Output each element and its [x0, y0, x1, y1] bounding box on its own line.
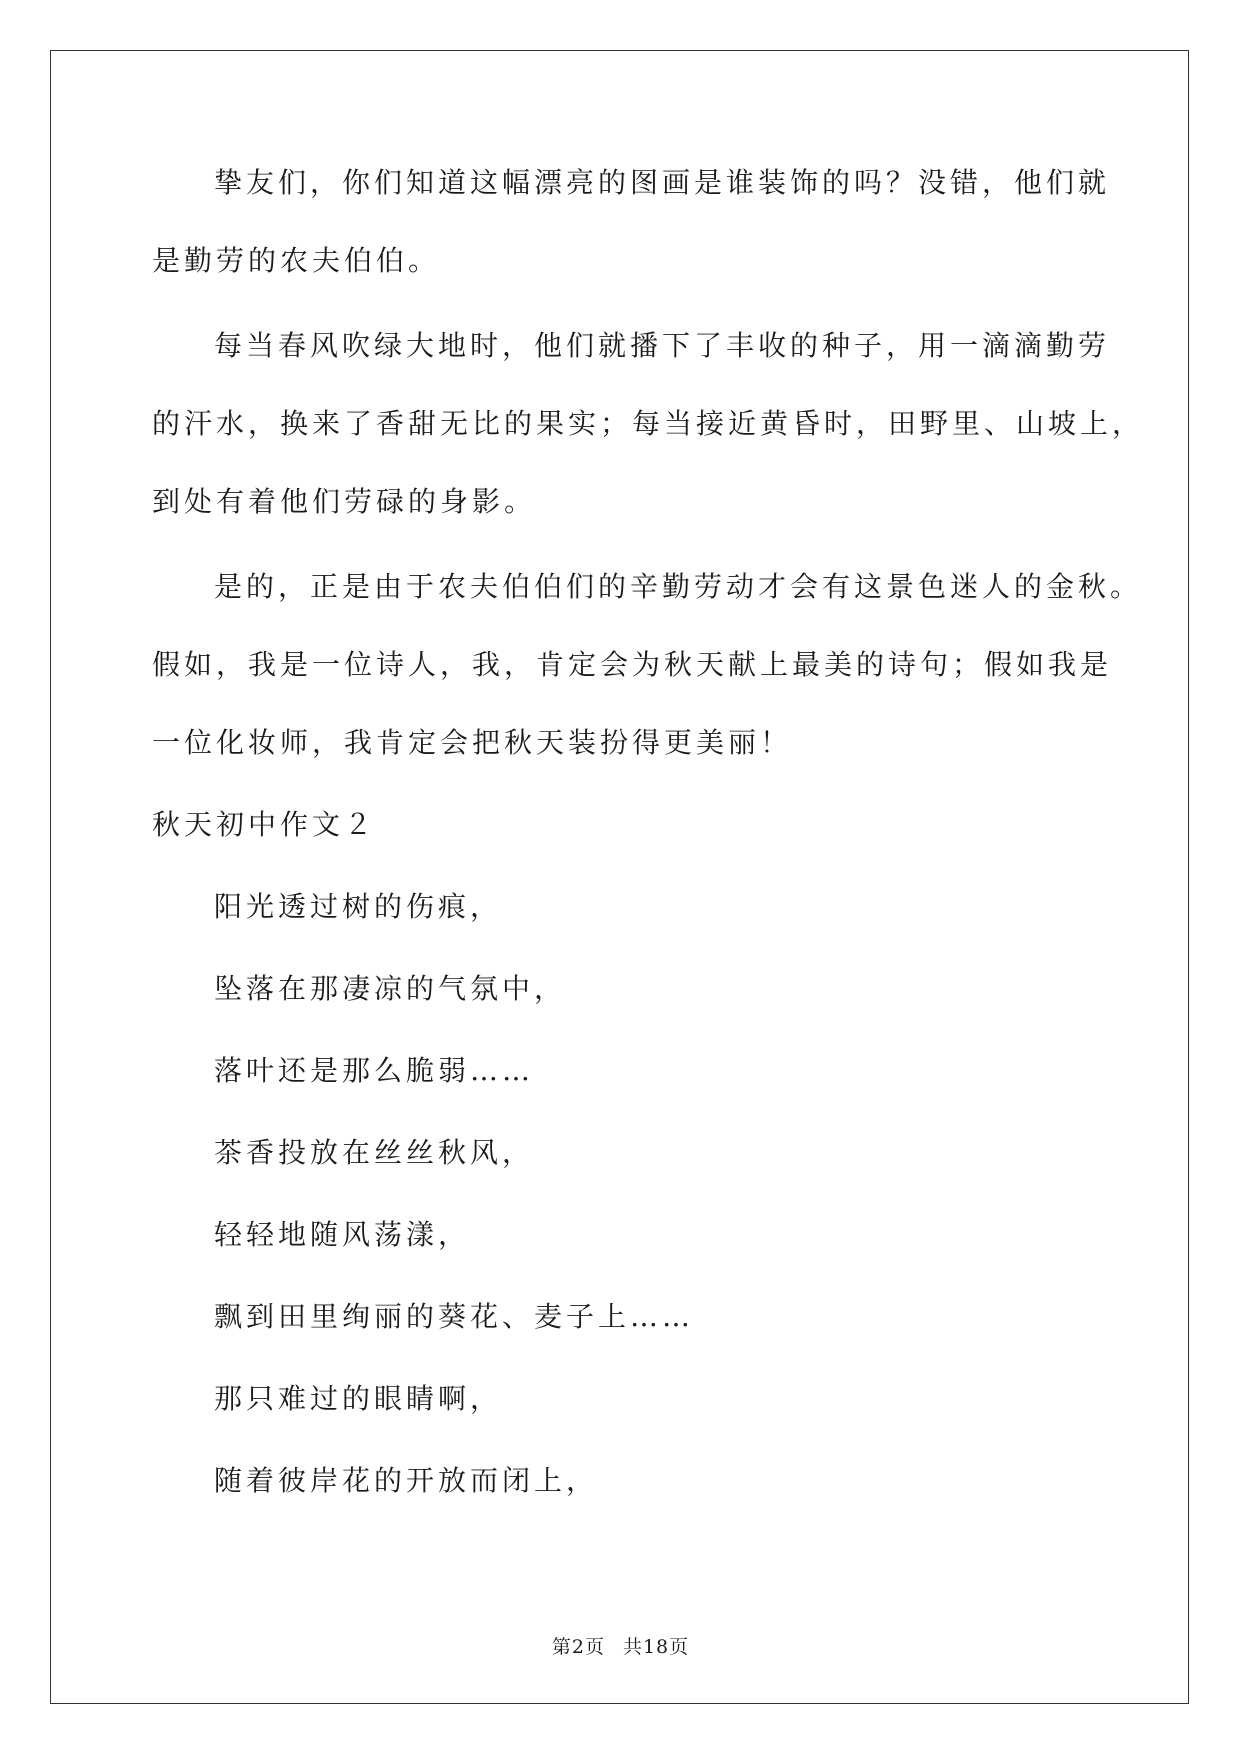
poem-line: 茶香投放在丝丝秋风， — [214, 1136, 535, 1169]
paragraph-line: 每当春风吹绿大地时，他们就播下了丰收的种子，用一滴滴勤劳 — [214, 329, 1111, 362]
poem-line: 那只难过的眼睛啊， — [214, 1382, 503, 1415]
poem-line: 随着彼岸花的开放而闭上， — [214, 1464, 599, 1497]
section-heading: 秋天初中作文２ — [152, 808, 377, 841]
page-number-current: 第2页 — [551, 1636, 605, 1658]
page-border — [50, 50, 1189, 1704]
page-number-total: 共18页 — [622, 1636, 690, 1658]
paragraph-line: 一位化妆师，我肯定会把秋天装扮得更美丽！ — [152, 726, 793, 759]
poem-line: 轻轻地随风荡漾， — [214, 1218, 471, 1251]
paragraph-line: 到处有着他们劳碌的身影。 — [152, 485, 537, 518]
paragraph-line: 的汗水，换来了香甜无比的果实；每当接近黄昏时，田野里、山坡上， — [152, 407, 1145, 440]
poem-line: 落叶还是那么脆弱…… — [214, 1054, 535, 1087]
poem-line: 飘到田里绚丽的葵花、麦子上…… — [214, 1300, 695, 1333]
paragraph-line: 是的，正是由于农夫伯伯们的辛勤劳动才会有这景色迷人的金秋。 — [214, 570, 1143, 603]
paragraph-line: 假如，我是一位诗人，我，肯定会为秋天献上最美的诗句；假如我是 — [152, 648, 1113, 681]
paragraph-line: 是勤劳的农夫伯伯。 — [152, 244, 441, 277]
poem-line: 阳光透过树的伤痕， — [214, 890, 503, 923]
page-footer — [0, 1632, 1241, 1659]
paragraph-line: 挚友们，你们知道这幅漂亮的图画是谁装饰的吗？没错，他们就 — [214, 166, 1111, 199]
poem-line: 坠落在那凄凉的气氛中， — [214, 972, 567, 1005]
